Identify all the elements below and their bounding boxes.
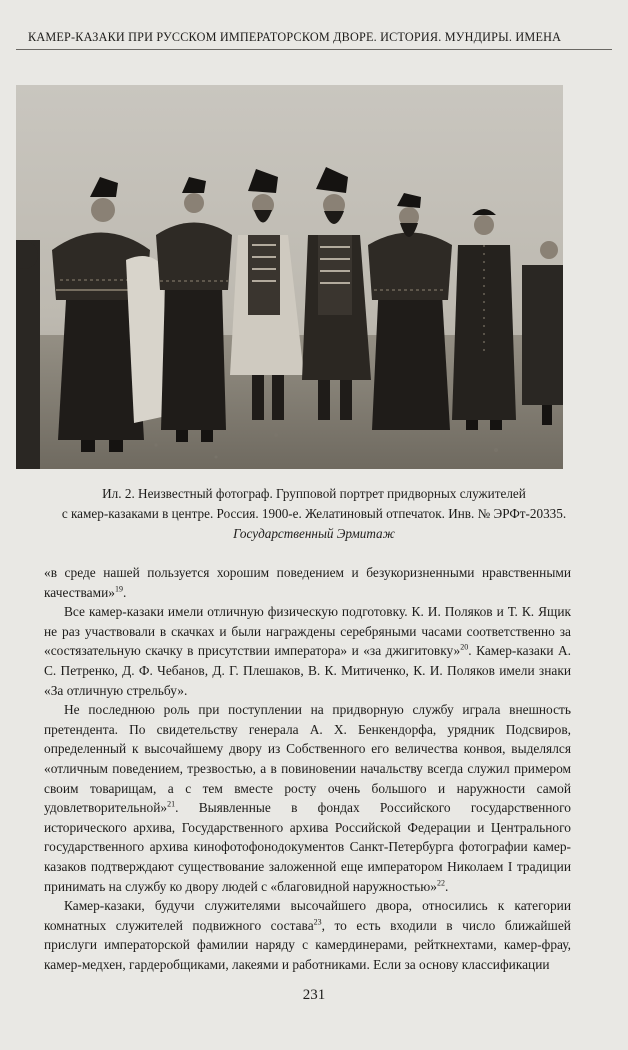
paragraph-text: , то есть входили в число ближайшей прислуги императорской фамилии наряду с камердинерами, рейткнехтами, камер-фрау, камер-медхен, гардеробщиками, лакеями и работниками. Если за основу классификации	[44, 917, 571, 972]
paragraph-text: . Камер-казаки А. С. Петренко, Д. Ф. Чебанов, Д. Г. Плешаков, В. К. Митиченко, К. И. Поляков имели знаки «За отличную стрельбу».	[44, 643, 572, 698]
footnote-ref: 20	[460, 642, 469, 652]
paragraph-text: Все камер-казаки имели отличную физическую подготовку. К. И. Поляков и Т. К. Ящик не раз участвовали в скачках и были награждены серебряными часами соответственно за «состязательную скачку в присутствии императора» и «за джигитовку»	[44, 604, 571, 659]
figure-caption	[20, 484, 608, 544]
paragraph	[44, 896, 571, 974]
group-portrait-photograph	[16, 85, 563, 469]
paragraph-text: .	[444, 878, 449, 894]
paragraph-text: . Выявленные в фондах Российского государственного исторического архива, Государственного архива Российской Федерации и Центрального государственного архива кинофотофонодокументов Санкт-Петербурга фотографии камер-казаков подтверждают существование заложенной еще императором Николаем I традиции принимать на службу ко двору людей с «благовидной наружностью»	[44, 800, 571, 894]
paragraph	[44, 700, 571, 896]
caption-line-2: с камер-казаками в центре. Россия. 1900-е. Желатиновый отпечаток. Инв. № ЭРФт-20335.	[61, 506, 567, 521]
caption-source: Государственный Эрмитаж	[233, 526, 395, 541]
footnote-ref: 21	[167, 799, 176, 809]
header-rule	[16, 49, 612, 50]
paragraph	[44, 563, 571, 602]
paragraph	[44, 602, 571, 700]
paragraph-text: «в среде нашей пользуется хорошим поведением и безукоризненными нравственными качествами»	[44, 565, 571, 600]
paragraph-text: Камер-казаки, будучи служителями высочайшего двора, относились к категории комнатных служителей подвижного состава	[44, 898, 571, 933]
running-head: КАМЕР-КАЗАКИ ПРИ РУССКОМ ИМПЕРАТОРСКОМ ДВОРЕ. ИСТОРИЯ. МУНДИРЫ. ИМЕНА	[28, 30, 562, 44]
page-number: 231	[302, 987, 326, 1003]
footnote-ref: 22	[436, 878, 445, 888]
footnote-ref: 23	[313, 917, 322, 927]
caption-line-1: Ил. 2. Неизвестный фотограф. Групповой портрет придворных служителей	[102, 486, 526, 501]
paragraph-text: .	[122, 584, 127, 600]
paragraph-text: Не последнюю роль при поступлении на придворную службу играла внешность претендента. По свидетельству генерала А. Х. Бенкендорфа, урядник Подсвиров, определенный к высочайшему двору из Собственного его величества конвоя, выделялся «отличным поведением, трезвостью, а в повиновении начальству всегда служил примером своим товарищам, а с тем вместе росту очень большого и наружности самой удовлетворительной»	[44, 702, 571, 816]
footnote-ref: 19	[114, 584, 123, 594]
body-text	[44, 563, 571, 974]
